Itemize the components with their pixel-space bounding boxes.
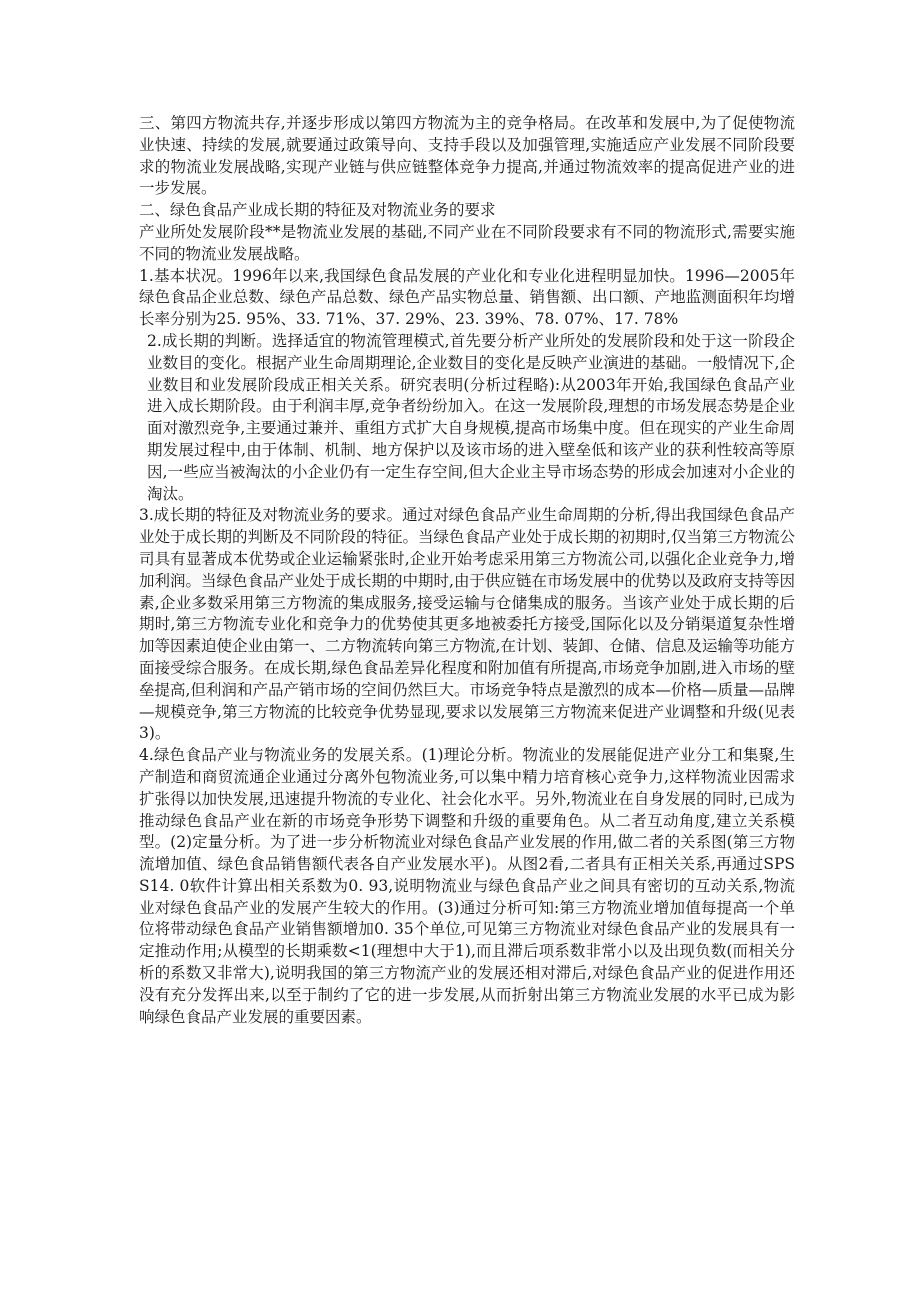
paragraph-industry-stage: 产业所处发展阶段**是物流业发展的基础,不同产业在不同阶段要求有不同的物流形式,需要实施不同的物流业发展战略。: [139, 222, 795, 263]
paragraph-fourth-party-logistics: 三、第四方物流共存,并逐步形成以第四方物流为主的竞争格局。在改革和发展中,为了促使物流业快速、持续的发展,就要通过政策导向、支持手段以及加强管理,实施适应产业发展不同阶段要求的物流业发展战略,实现产业链与供应链整体竞争力提高,并通过物流效率的提高促进产业的进一步发展。: [139, 114, 795, 198]
paragraph-development-relationship: 4.绿色食品产业与物流业务的发展关系。(1)理论分析。物流业的发展能促进产业分工和集聚,生产制造和商贸流通企业通过分离外包物流业务,可以集中精力培育核心竞争力,这样物流业因需求扩张得以加快发展,迅速提升物流的专业化、社会化水平。另外,物流业在自身发展的同时,已成为推动绿色食品产业在新的市场竞争形势下调整和升级的重要角色。从二者互动角度,建立关系模型。(2)定量分析。为了进一步分析物流业对绿色食品产业发展的作用,做二者的关系图(第三方物流增加值、绿色食品销售额代表各自产业发展水平)。从图2看,二者具有正相关关系,再通过SPSS14. 0软件计算出相关系数为0. 93,说明物流业与绿色食品产业之间具有密切的互动关系,物流业对绿色食品产业的发展产生较大的作用。(3)通过分析可知:第三方物流业增加值每提高一个单位将带动绿色食品产业销售额增加0. 35个单位,可见第三方物流业对绿色食品产业的发展具有一定推动作用;从模型的长期乘数<1(理想中大于1),而且滞后项系数非常小以及出现负数(而相关分析的系数又非常大),说明我国的第三方物流产业的发展还相对滞后,对绿色食品产业的促进作用还没有充分发挥出来,以至于制约了它的进一步发展,从而折射出第三方物流业发展的水平已成为影响绿色食品产业发展的重要因素。: [139, 746, 795, 1026]
paragraph-basic-status: 1.基本状况。1996年以来,我国绿色食品发展的产业化和专业化进程明显加快。1996—2005年绿色食品企业总数、绿色产品总数、绿色产品实物总量、销售额、出口额、产地监测面积年均增长率分别为25. 95%、33. 71%、37. 29%、23. 39%、78. 07%、17. 78%: [139, 266, 795, 329]
paragraph-growth-judgment: 2.成长期的判断。选择适宜的物流管理模式,首先要分析产业所处的发展阶段和处于这一阶段企业数目的变化。根据产业生命周期理论,企业数目的变化是反映产业演进的基础。一般情况下,企业数目和业发展阶段成正相关关系。研究表明(分析过程略):从2003年开始,我国绿色食品产业进入成长期阶段。由于利润丰厚,竞争者纷纷加入。在这一发展阶段,理想的市场发展态势是企业面对激烈竞争,主要通过兼并、重组方式扩大自身规模,提高市场集中度。但在现实的产业生命周期发展过程中,由于体制、机制、地方保护以及该市场的进入壁垒低和该产业的获利性较高等原因,一些应当被淘汰的小企业仍有一定生存空间,但大企业主导市场态势的形成会加速对小企业的淘汰。: [147, 331, 795, 503]
section-heading-growth-stage: 二、绿色食品产业成长期的特征及对物流业务的要求: [139, 201, 496, 220]
paragraph-growth-characteristics: 3.成长期的特征及对物流业务的要求。通过对绿色食品产业生命周期的分析,得出我国绿色食品产业处于成长期的判断及不同阶段的特征。当绿色食品产业处于成长期的初期时,仅当第三方物流公司具有显著成本优势或企业运输紧张时,企业开始考虑采用第三方物流公司,以强化企业竞争力,增加利润。当绿色食品产业处于成长期的中期时,由于供应链在市场发展中的优势以及政府支持等因素,企业多数采用第三方物流的集成服务,接受运输与仓储集成的服务。当该产业处于成长期的后期时,第三方物流专业化和竞争力的优势使其更多地被委托方接受,国际化以及分销渠道复杂性增加等因素迫使企业由第一、二方物流转向第三方物流,在计划、装卸、仓储、信息及运输等功能方面接受综合服务。在成长期,绿色食品差异化程度和附加值有所提高,市场竞争加剧,进入市场的壁垒提高,但利润和产品产销市场的空间仍然巨大。市场竞争特点是激烈的成本—价格—质量—品牌—规模竞争,第三方物流的比较竞争优势显现,要求以发展第三方物流来促进产业调整和升级(见表3)。: [139, 506, 795, 743]
document-body: [139, 113, 795, 1028]
